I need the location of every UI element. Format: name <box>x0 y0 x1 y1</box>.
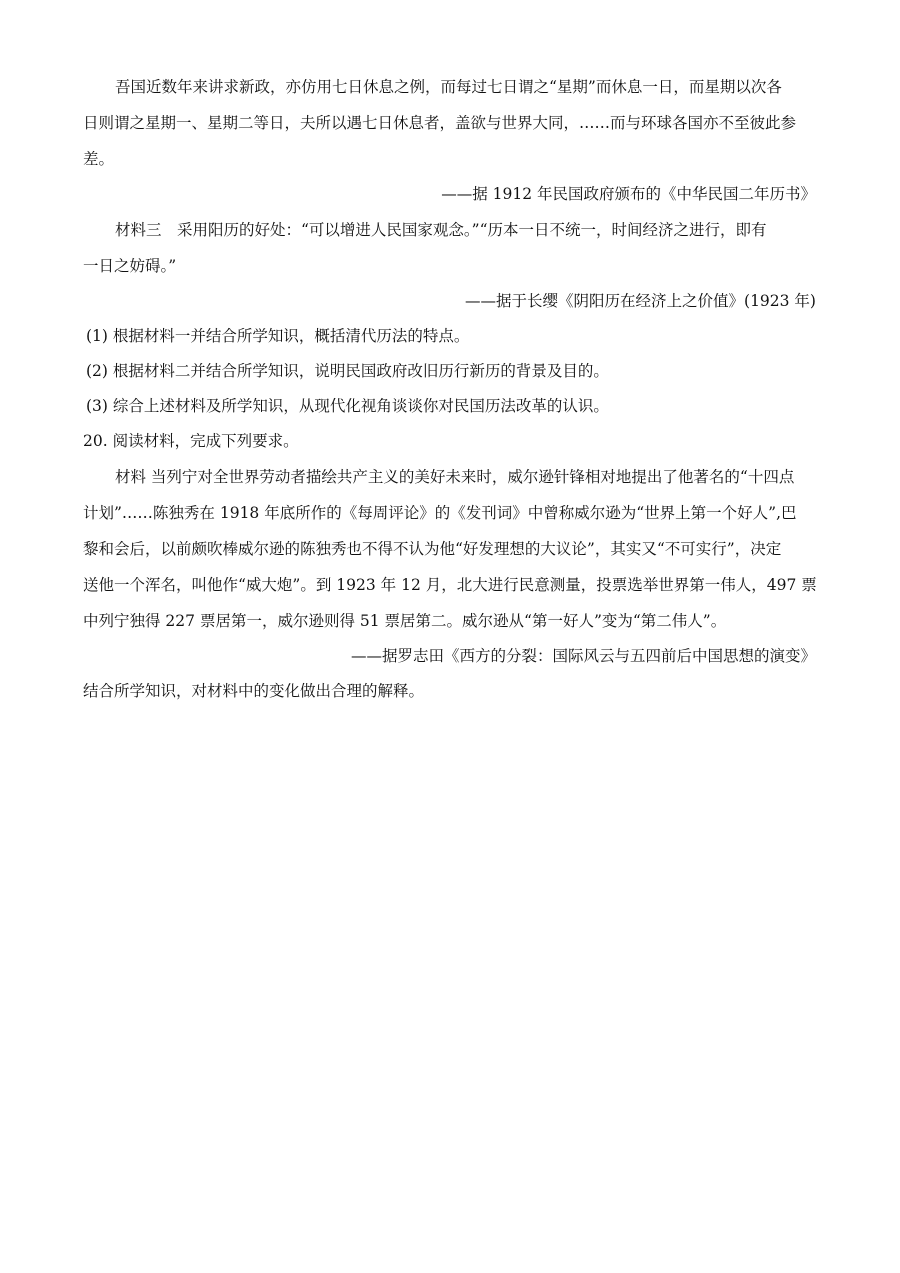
q20-material-line2: 计划”……陈独秀在 1918 年底所作的《每周评论》的《发刊词》中曾称威尔逊为“世界上第一个好人”,巴 <box>83 504 797 522</box>
material2-line3: 差。 <box>83 150 115 168</box>
question-19-1: (1) 根据材料一并结合所学知识，概括清代历法的特点。 <box>86 327 470 345</box>
q20-material-line1: 材料 当列宁对全世界劳动者描绘共产主义的美好未来时，威尔逊针锋相对地提出了他著名的“十四点 <box>115 468 795 486</box>
q20-task: 结合所学知识，对材料中的变化做出合理的解释。 <box>83 682 425 700</box>
material3-line1: 材料三 采用阳历的好处：“可以增进人民国家观念。”“历本一日不统一，时间经济之进行，即有 <box>115 221 767 239</box>
question-19-3: (3) 综合上述材料及所学知识，从现代化视角谈谈你对民国历法改革的认识。 <box>86 397 609 415</box>
question-20-heading: 20. 阅读材料，完成下列要求。 <box>83 432 299 450</box>
material3-source: ——据于长缨《阴阳历在经济上之价值》(1923 年) <box>465 292 816 310</box>
material3-line2: 一日之妨碍。” <box>83 257 177 275</box>
q20-material-line3: 黎和会后，以前颇吹棒威尔逊的陈独秀也不得不认为他“好发理想的大议论”，其实又“不可实行”，决定 <box>83 540 782 558</box>
material2-source: ——据 1912 年民国政府颁布的《中华民国二年历书》 <box>441 185 816 203</box>
material2-line1: 吾国近数年来讲求新政，亦仿用七日休息之例，而每过七日谓之“星期”而休息一日，而星期以次各 <box>115 78 782 96</box>
q20-material-line4: 送他一个浑名，叫他作“威大炮”。到 1923 年 12 月，北大进行民意测量，投票选举世界第一伟人，497 票 <box>83 576 817 594</box>
q20-source: ——据罗志田《西方的分裂：国际风云与五四前后中国思想的演变》 <box>350 647 816 665</box>
question-19-2: (2) 根据材料二并结合所学知识，说明民国政府改旧历行新历的背景及目的。 <box>86 362 609 380</box>
q20-material-line5: 中列宁独得 227 票居第一，威尔逊则得 51 票居第二。威尔逊从“第一好人”变为“第二伟人”。 <box>83 612 727 630</box>
material2-line2: 日则谓之星期一、星期二等日，夫所以遇七日休息者，盖欲与世界大同，……而与环球各国亦不至彼此参 <box>83 114 797 132</box>
